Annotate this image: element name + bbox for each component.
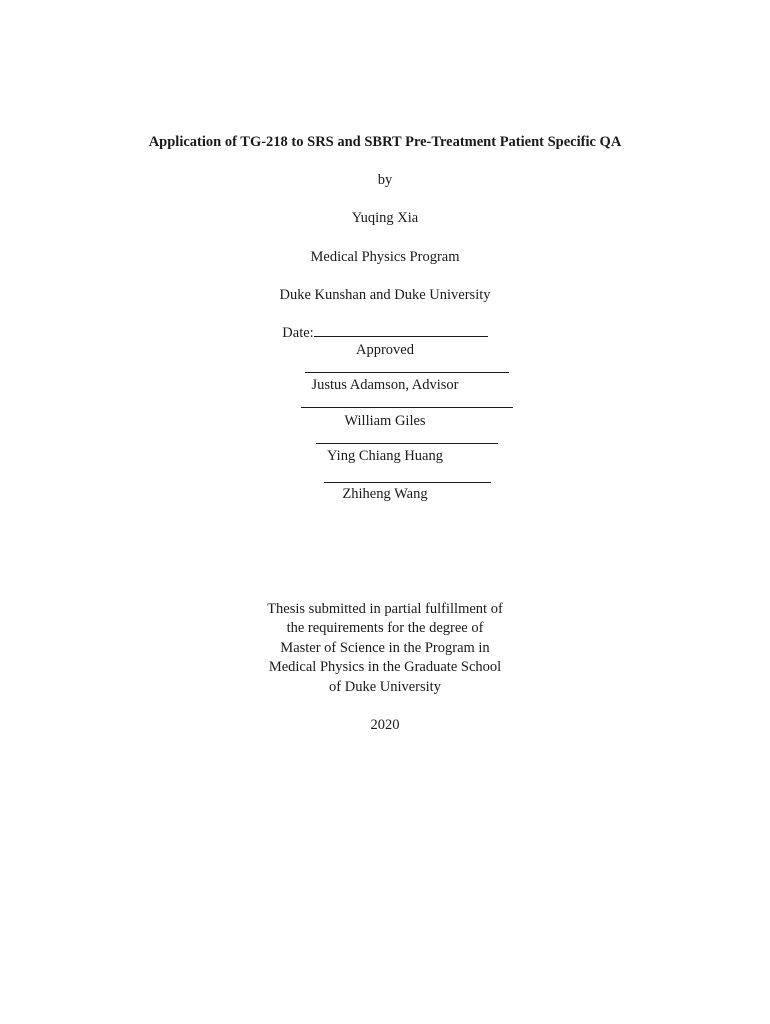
committee-member-4: Zhiheng Wang (342, 486, 428, 502)
date-row (0, 323, 770, 342)
date-label: Date: (282, 325, 314, 341)
signature-line-member-3 (316, 443, 498, 444)
date-signature-line (314, 323, 488, 337)
institution-name: Duke Kunshan and Duke University (279, 287, 491, 303)
committee-member-advisor: Justus Adamson, Advisor (311, 377, 459, 393)
statement-line-3: Master of Science in the Program in (280, 640, 490, 656)
statement-line-2: the requirements for the degree of (286, 620, 484, 636)
program-name: Medical Physics Program (310, 249, 460, 265)
thesis-title: Application of TG-218 to SRS and SBRT Pre-Treatment Patient Specific QA (148, 134, 622, 150)
approved-label: Approved (356, 342, 414, 358)
committee-member-3: Ying Chiang Huang (327, 448, 443, 464)
committee-member-2: William Giles (344, 413, 426, 429)
signature-line-advisor (305, 372, 509, 373)
by-text: by (377, 172, 393, 188)
signature-line-member-4 (324, 482, 491, 483)
signature-line-member-2 (301, 407, 513, 408)
author-name: Yuqing Xia (351, 210, 419, 226)
submission-year: 2020 (370, 717, 400, 733)
statement-line-4: Medical Physics in the Graduate School (268, 659, 502, 675)
statement-line-5: of Duke University (329, 679, 441, 695)
statement-line-1: Thesis submitted in partial fulfillment of (267, 601, 503, 617)
